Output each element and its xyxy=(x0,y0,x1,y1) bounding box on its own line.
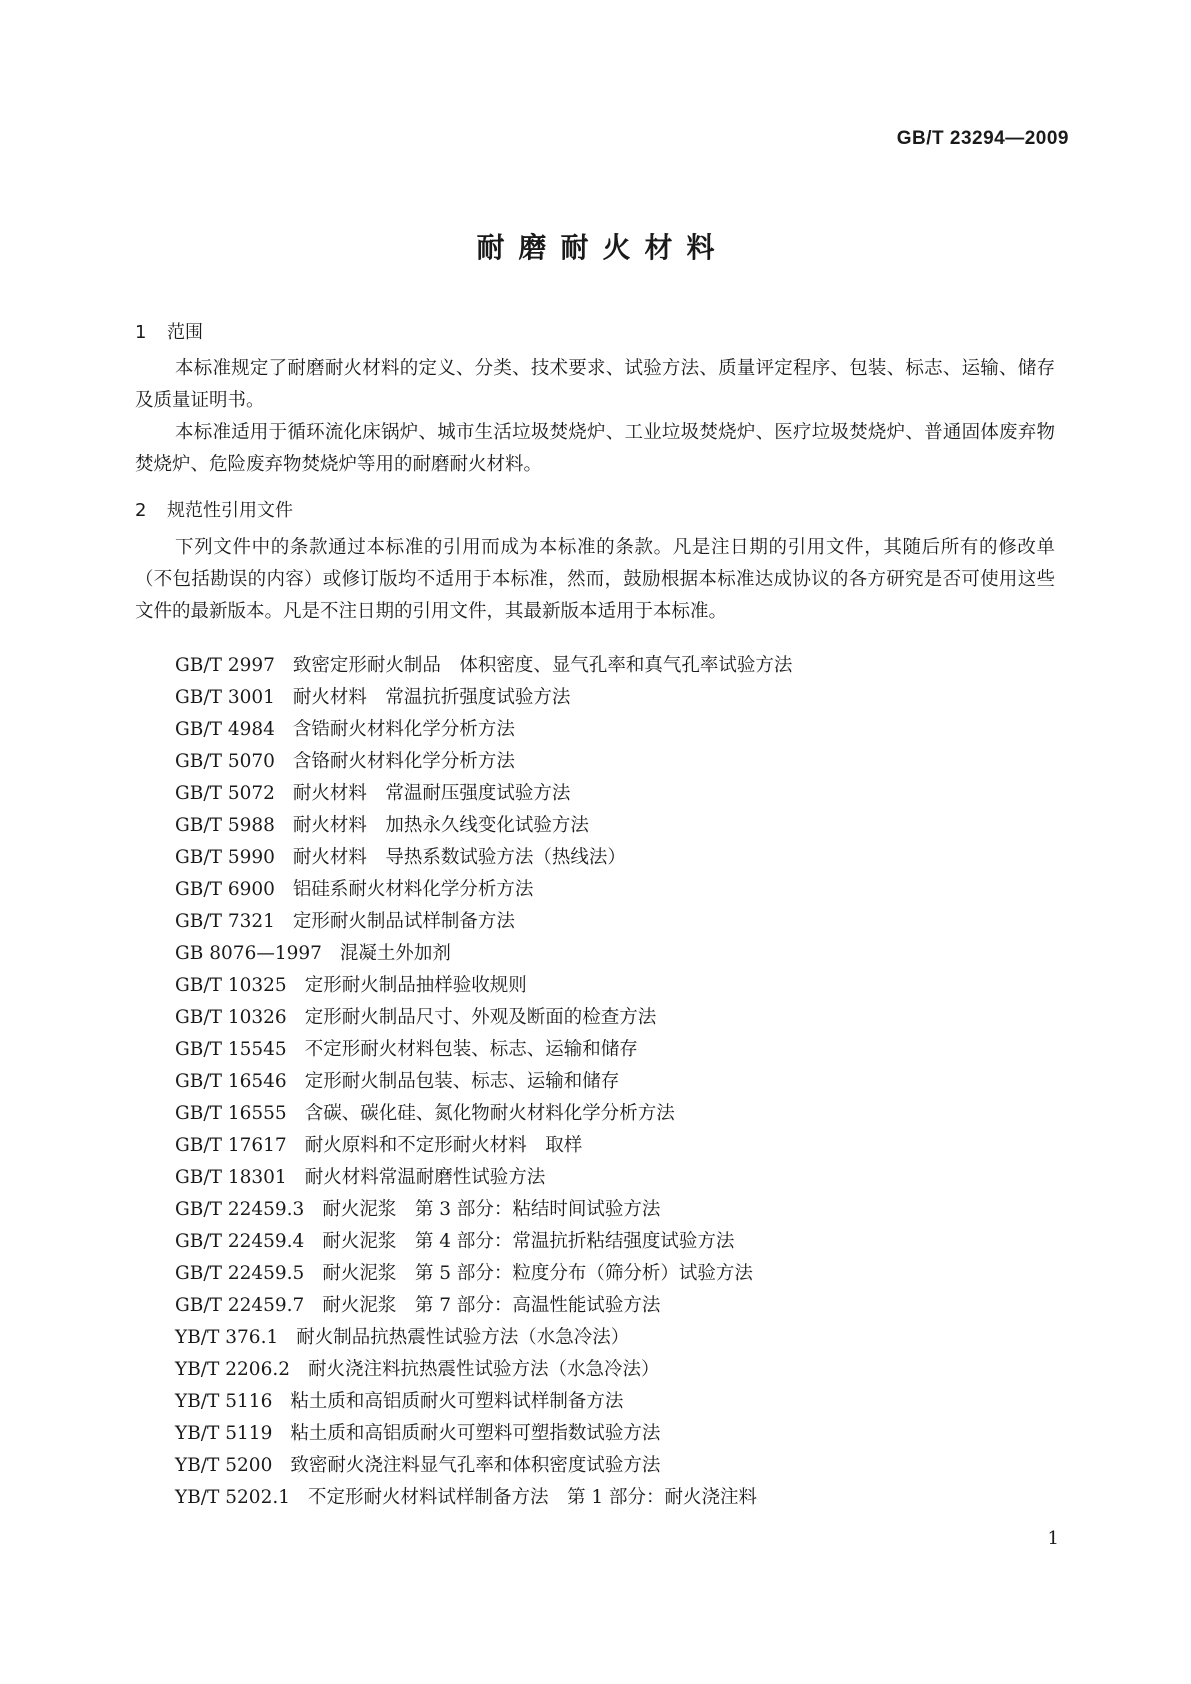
reference-item xyxy=(175,714,792,746)
reference-code: GB/T 2997 xyxy=(175,655,275,676)
section-1-paragraph-1: 本标准规定了耐磨耐火材料的定义、分类、技术要求、试验方法、质量评定程序、包装、标志、运输、储存及质量证明书。 xyxy=(135,358,1055,411)
reference-title: 含碳、碳化硅、氮化物耐火材料化学分析方法 xyxy=(304,1103,675,1124)
reference-item xyxy=(175,1066,792,1098)
reference-item xyxy=(175,1162,792,1194)
reference-code: GB/T 22459.5 xyxy=(175,1263,305,1284)
reference-title: 含铬耐火材料化学分析方法 xyxy=(292,751,515,772)
reference-item xyxy=(175,938,792,970)
reference-code: GB 8076—1997 xyxy=(175,943,322,964)
reference-code: GB/T 5072 xyxy=(175,783,275,804)
reference-item xyxy=(175,1418,792,1450)
reference-item xyxy=(175,842,792,874)
reference-code: GB/T 17617 xyxy=(175,1135,287,1156)
reference-title: 耐火材料常温耐磨性试验方法 xyxy=(304,1167,546,1188)
reference-code: YB/T 5116 xyxy=(175,1391,273,1412)
reference-title: 耐火材料 加热永久线变化试验方法 xyxy=(292,815,589,836)
reference-code: YB/T 5200 xyxy=(175,1455,273,1476)
reference-title: 耐火材料 导热系数试验方法（热线法） xyxy=(292,847,626,868)
reference-item xyxy=(175,906,792,938)
reference-item xyxy=(175,1354,792,1386)
reference-code: GB/T 7321 xyxy=(175,911,275,932)
reference-title: 致密定形耐火制品 体积密度、显气孔率和真气孔率试验方法 xyxy=(292,655,793,676)
reference-item xyxy=(175,1322,792,1354)
reference-item xyxy=(175,810,792,842)
reference-item xyxy=(175,1290,792,1322)
reference-code: GB/T 4984 xyxy=(175,719,275,740)
reference-title: 耐火浇注料抗热震性试验方法（水急冷法） xyxy=(308,1359,660,1380)
reference-title: 耐火原料和不定形耐火材料 取样 xyxy=(304,1135,583,1156)
reference-title: 定形耐火制品试样制备方法 xyxy=(292,911,515,932)
reference-title: 含锆耐火材料化学分析方法 xyxy=(292,719,515,740)
reference-title: 定形耐火制品尺寸、外观及断面的检查方法 xyxy=(304,1007,657,1028)
reference-item xyxy=(175,874,792,906)
reference-title: 不定形耐火材料试样制备方法 第 1 部分：耐火浇注料 xyxy=(308,1487,758,1508)
reference-code: GB/T 18301 xyxy=(175,1167,287,1188)
reference-item xyxy=(175,1450,792,1482)
reference-title: 耐火材料 常温耐压强度试验方法 xyxy=(292,783,571,804)
reference-code: GB/T 16546 xyxy=(175,1071,287,1092)
section-2-heading xyxy=(135,496,293,522)
reference-item xyxy=(175,1482,792,1514)
reference-title: 不定形耐火材料包装、标志、运输和储存 xyxy=(304,1039,638,1060)
reference-item xyxy=(175,778,792,810)
reference-item xyxy=(175,682,792,714)
reference-code: YB/T 376.1 xyxy=(175,1327,279,1348)
reference-title: 耐火泥浆 第 4 部分：常温抗折粘结强度试验方法 xyxy=(322,1231,735,1252)
standard-code: GB/T 23294—2009 xyxy=(896,128,1069,149)
reference-title: 耐火泥浆 第 5 部分：粒度分布（筛分析）试验方法 xyxy=(322,1263,753,1284)
reference-code: GB/T 10326 xyxy=(175,1007,287,1028)
reference-title: 耐火制品抗热震性试验方法（水急冷法） xyxy=(296,1327,630,1348)
reference-item xyxy=(175,1258,792,1290)
reference-item xyxy=(175,970,792,1002)
section-1-number: 1 xyxy=(135,322,147,343)
reference-code: GB/T 16555 xyxy=(175,1103,287,1124)
reference-title: 粘土质和高铝质耐火可塑料试样制备方法 xyxy=(290,1391,624,1412)
reference-item xyxy=(175,1226,792,1258)
reference-title: 致密耐火浇注料显气孔率和体积密度试验方法 xyxy=(290,1455,661,1476)
reference-item xyxy=(175,1098,792,1130)
reference-title: 粘土质和高铝质耐火可塑料可塑指数试验方法 xyxy=(290,1423,661,1444)
document-title: 耐磨耐火材料 xyxy=(476,231,729,264)
reference-item xyxy=(175,650,792,682)
reference-title: 耐火材料 常温抗折强度试验方法 xyxy=(292,687,571,708)
reference-item xyxy=(175,1194,792,1226)
reference-code: GB/T 15545 xyxy=(175,1039,287,1060)
reference-item xyxy=(175,1034,792,1066)
reference-code: GB/T 10325 xyxy=(175,975,287,996)
reference-title: 混凝土外加剂 xyxy=(339,943,451,964)
reference-title: 定形耐火制品包装、标志、运输和储存 xyxy=(304,1071,620,1092)
reference-code: YB/T 2206.2 xyxy=(175,1359,290,1380)
section-1-heading xyxy=(135,318,203,344)
reference-code: GB/T 22459.4 xyxy=(175,1231,305,1252)
reference-code: GB/T 22459.7 xyxy=(175,1295,305,1316)
section-2-number: 2 xyxy=(135,500,147,521)
reference-item xyxy=(175,1386,792,1418)
reference-title: 耐火泥浆 第 3 部分：粘结时间试验方法 xyxy=(322,1199,661,1220)
reference-title: 铝硅系耐火材料化学分析方法 xyxy=(292,879,534,900)
section-1-title: 范围 xyxy=(167,322,203,343)
reference-code: GB/T 5988 xyxy=(175,815,275,836)
section-1-paragraph-2: 本标准适用于循环流化床锅炉、城市生活垃圾焚烧炉、工业垃圾焚烧炉、医疗垃圾焚烧炉、普通固体废弃物焚烧炉、危险废弃物焚烧炉等用的耐磨耐火材料。 xyxy=(135,422,1055,475)
reference-list xyxy=(175,650,792,1514)
reference-title: 定形耐火制品抽样验收规则 xyxy=(304,975,527,996)
section-2-title: 规范性引用文件 xyxy=(167,500,293,521)
reference-code: GB/T 6900 xyxy=(175,879,275,900)
reference-code: GB/T 3001 xyxy=(175,687,275,708)
section-2-intro: 下列文件中的条款通过本标准的引用而成为本标准的条款。凡是注日期的引用文件，其随后所有的修改单（不包括勘误的内容）或修订版均不适用于本标准，然而，鼓励根据本标准达成协议的各方研究是否可使用这些文件的最新版本。凡是不注日期的引用文件，其最新版本适用于本标准。 xyxy=(135,537,1055,622)
reference-code: YB/T 5202.1 xyxy=(175,1487,290,1508)
reference-code: YB/T 5119 xyxy=(175,1423,273,1444)
reference-code: GB/T 5070 xyxy=(175,751,275,772)
reference-item xyxy=(175,746,792,778)
reference-code: GB/T 22459.3 xyxy=(175,1199,305,1220)
reference-code: GB/T 5990 xyxy=(175,847,275,868)
reference-title: 耐火泥浆 第 7 部分：高温性能试验方法 xyxy=(322,1295,661,1316)
reference-item xyxy=(175,1130,792,1162)
page-number: 1 xyxy=(1047,1528,1059,1549)
reference-item xyxy=(175,1002,792,1034)
